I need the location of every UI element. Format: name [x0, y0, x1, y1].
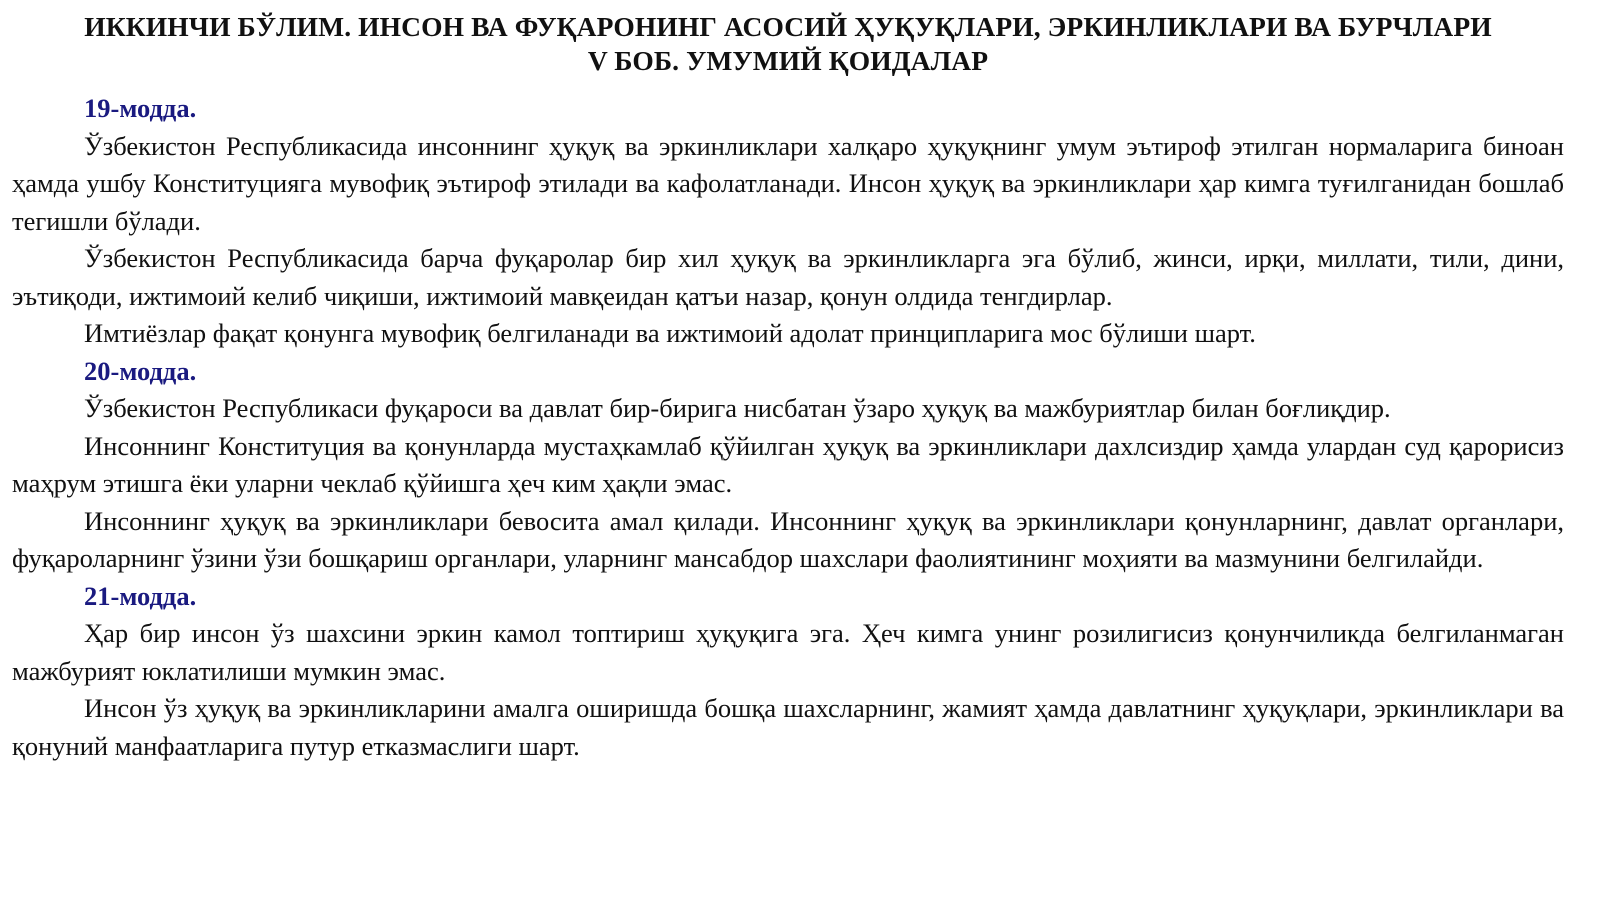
article-paragraph: Ўзбекистон Республикасида барча фуқаролар бир хил ҳуқуқ ва эркинликларга эга бўлиб, жинси, ирқи, миллати, тили, дини, эътиқоди, ижтимоий келиб чиқиши, ижтимоий мавқеидан қатъи назар, қонун олдида тенгдирлар. — [12, 243, 1564, 311]
section-title: ИККИНЧИ БЎЛИМ. ИНСОН ВА ФУҚАРОНИНГ АСОСИЙ ҲУҚУҚЛАРИ, ЭРКИНЛИКЛАРИ ВА БУРЧЛАРИ — [84, 11, 1492, 42]
article-paragraph: Ҳар бир инсон ўз шахсини эркин камол топтириш ҳуқуқига эга. Ҳеч кимга унинг розилигисиз қонунчиликда белгиланмаган мажбурият юклатилиши мумкин эмас. — [12, 618, 1564, 686]
article-paragraph: Ўзбекистон Республикаси фуқароси ва давлат бир-бирига нисбатан ўзаро ҳуқуқ ва мажбуриятлар билан боғлиқдир. — [84, 393, 1391, 423]
document-content — [12, 90, 1564, 765]
article-title: 21-модда. — [84, 580, 197, 611]
article-19 — [12, 90, 1564, 353]
article-title: 19-модда. — [84, 93, 197, 123]
article-20 — [12, 353, 1564, 578]
article-paragraph: Инсон ўз ҳуқуқ ва эркинликларини амалга оширишда бошқа шахсларнинг, жамият ҳамда давлатнинг ҳуқуқлари, эркинликлари ва қонуний манфаатларига путур етказмаслиги шарт. — [12, 693, 1564, 761]
article-paragraph: Ўзбекистон Республикасида инсоннинг ҳуқуқ ва эркинликлари халқаро ҳуқуқнинг умум эътироф этилган нормаларига биноан ҳамда ушбу Конституцияга мувофиқ эътироф этилади ва кафолатланади. Инсон ҳуқуқ ва эркинликлари ҳар кимга туғилганидан бошлаб тегишли бўлади. — [12, 130, 1564, 236]
chapter-title: V БОБ. УМУМИЙ ҚОИДАЛАР — [587, 45, 989, 76]
article-paragraph: Инсоннинг ҳуқуқ ва эркинликлари бевосита амал қилади. Инсоннинг ҳуқуқ ва эркинликлари қонунларнинг, давлат органлари, фуқароларнинг ўзини ўзи бошқариш органлари, уларнинг мансабдор шахслари фаолиятининг моҳияти ва мазмунини белгилайди. — [12, 505, 1564, 573]
article-title: 20-модда. — [84, 355, 197, 386]
article-paragraph: Имтиёзлар фақат қонунга мувофиқ белгиланади ва ижтимоий адолат принципларига мос бўлиши шарт. — [84, 318, 1256, 348]
article-paragraph: Инсоннинг Конституция ва қонунларда мустаҳкамлаб қўйилган ҳуқуқ ва эркинликлари дахлсиздир ҳамда улардан суд қарорисиз маҳрум этишга ёки уларни чеклаб қўйишга ҳеч ким ҳақли эмас. — [12, 430, 1564, 498]
article-21 — [12, 578, 1564, 766]
